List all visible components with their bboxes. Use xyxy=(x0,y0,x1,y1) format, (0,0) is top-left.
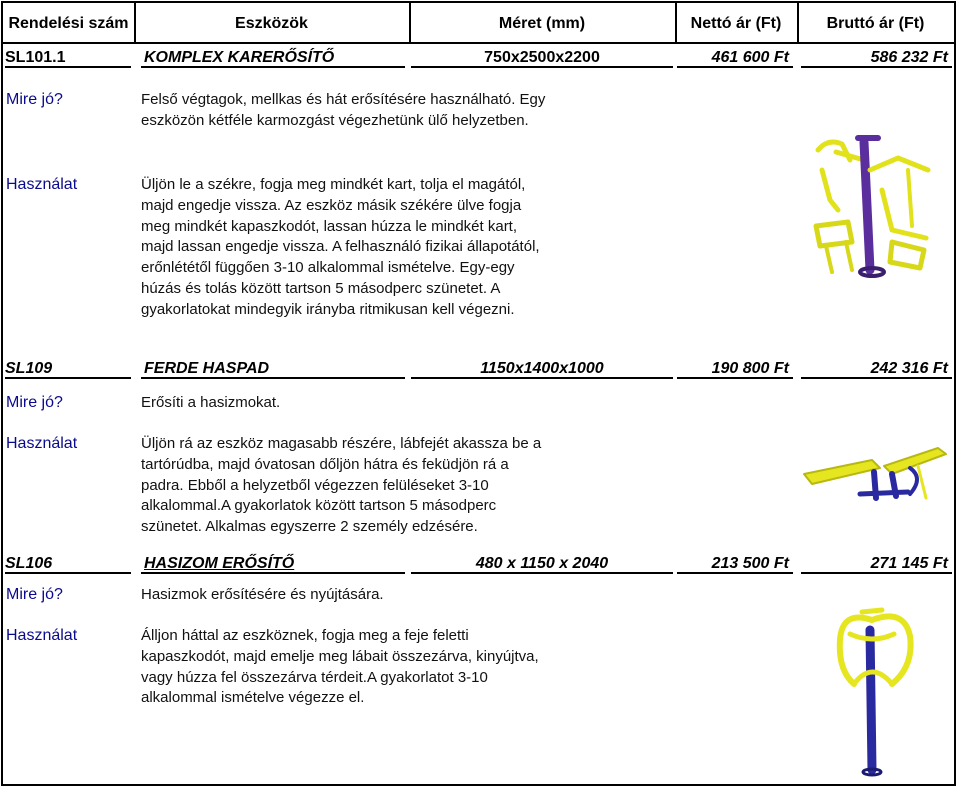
header-divider xyxy=(409,3,411,42)
product-size: 750x2500x2200 xyxy=(411,48,673,68)
text-line: eszközön kétféle karmozgást végezhetünk ülő helyzetben. xyxy=(141,111,529,129)
text-line: kapaszkodót, majd emelje meg lábait összezárva, kinyújtva, xyxy=(141,647,539,665)
header-size: Méret (mm) xyxy=(498,15,586,32)
text-line: Erősíti a hasizmokat. xyxy=(141,394,281,411)
text-line: húzás és tolás között tartson 5 másodperc szünetet. A xyxy=(141,279,501,297)
text-line: alkalommal ismételve végezze el. xyxy=(141,689,365,707)
purpose-text xyxy=(141,585,384,606)
product-code: SL106 xyxy=(5,554,131,574)
usage-text xyxy=(141,434,541,538)
table-header xyxy=(3,3,954,44)
purpose-text xyxy=(141,90,545,132)
text-line: majd engedje vissza. Az eszköz másik székére ülve fogja xyxy=(141,196,522,214)
text-line: Hasizmok erősítésére és nyújtására. xyxy=(141,586,384,603)
product-row-sl106 xyxy=(3,554,954,578)
text-line: szünetet. Alkalmas egyszerre 2 személy edzésére. xyxy=(141,518,478,536)
product-gross-price: 242 316 Ft xyxy=(801,359,952,379)
product-net-price: 461 600 Ft xyxy=(677,48,793,68)
purpose-label: Mire jó? xyxy=(6,394,63,411)
product-gross-price: 586 232 Ft xyxy=(801,48,952,68)
header-tools: Eszközök xyxy=(235,15,308,32)
product-net-price: 190 800 Ft xyxy=(677,359,793,379)
ab-strengthener-image xyxy=(832,600,922,778)
product-code: SL109 xyxy=(5,359,131,379)
header-divider xyxy=(675,3,677,42)
header-net: Nettó ár (Ft) xyxy=(690,15,782,32)
text-line: majd lassan engedje vissza. A felhasználó fizikai állapotától, xyxy=(141,238,540,256)
usage-text xyxy=(141,626,539,709)
header-gross: Bruttó ár (Ft) xyxy=(826,15,925,32)
product-name: FERDE HASPAD xyxy=(141,359,405,379)
text-line: Üljön le a székre, fogja meg mindkét kart, tolja el magától, xyxy=(141,176,526,193)
text-line: padra. Ebből a helyzetből végezzen felüléseket 3-10 xyxy=(141,476,489,494)
product-name: KOMPLEX KARERŐSÍTŐ xyxy=(141,48,405,68)
purpose-label: Mire jó? xyxy=(6,91,63,108)
product-row-sl109 xyxy=(3,359,954,383)
usage-label: Használat xyxy=(6,176,78,193)
text-line: tartórúdba, majd óvatosan dőljön hátra és feküdjön rá a xyxy=(141,455,509,473)
text-line: Üljön rá az eszköz magasabb részére, lábfejét akassza be a xyxy=(141,435,542,452)
product-name: HASIZOM ERŐSÍTŐ xyxy=(141,554,405,574)
product-size: 480 x 1150 x 2040 xyxy=(411,554,673,574)
product-code: SL101.1 xyxy=(5,48,131,68)
usage-text xyxy=(141,175,540,321)
text-line: Felső végtagok, mellkas és hát erősítésére használható. Egy xyxy=(141,91,546,108)
header-divider xyxy=(134,3,136,42)
purpose-text xyxy=(141,393,280,414)
text-line: meg mindkét kapaszkodót, lassan húzza le mindkét kart, xyxy=(141,217,518,235)
usage-label: Használat xyxy=(6,627,78,644)
text-line: alkalommal.A gyakorlatok között tartson 5 másodperc xyxy=(141,497,497,515)
text-line: Álljon háttal az eszköznek, fogja meg a feje feletti xyxy=(141,627,469,644)
sit-up-bench-image xyxy=(800,438,950,508)
product-row-sl101 xyxy=(3,48,954,72)
header-code: Rendelési szám xyxy=(8,15,129,32)
header-divider xyxy=(797,3,799,42)
usage-label: Használat xyxy=(6,435,78,452)
product-size: 1150x1400x1000 xyxy=(411,359,673,379)
text-line: vagy húzza fel összezárva térdeit.A gyakorlatot 3-10 xyxy=(141,668,488,686)
product-net-price: 213 500 Ft xyxy=(677,554,793,574)
purpose-label: Mire jó? xyxy=(6,586,63,603)
text-line: erőnlététől függően 3-10 alkalommal ismételve. Egy-egy xyxy=(141,259,515,277)
arm-strengthener-image xyxy=(808,130,938,280)
text-line: gyakorlatokat mindegyik irányba ritmikusan kell végezni. xyxy=(141,300,515,318)
product-gross-price: 271 145 Ft xyxy=(801,554,952,574)
